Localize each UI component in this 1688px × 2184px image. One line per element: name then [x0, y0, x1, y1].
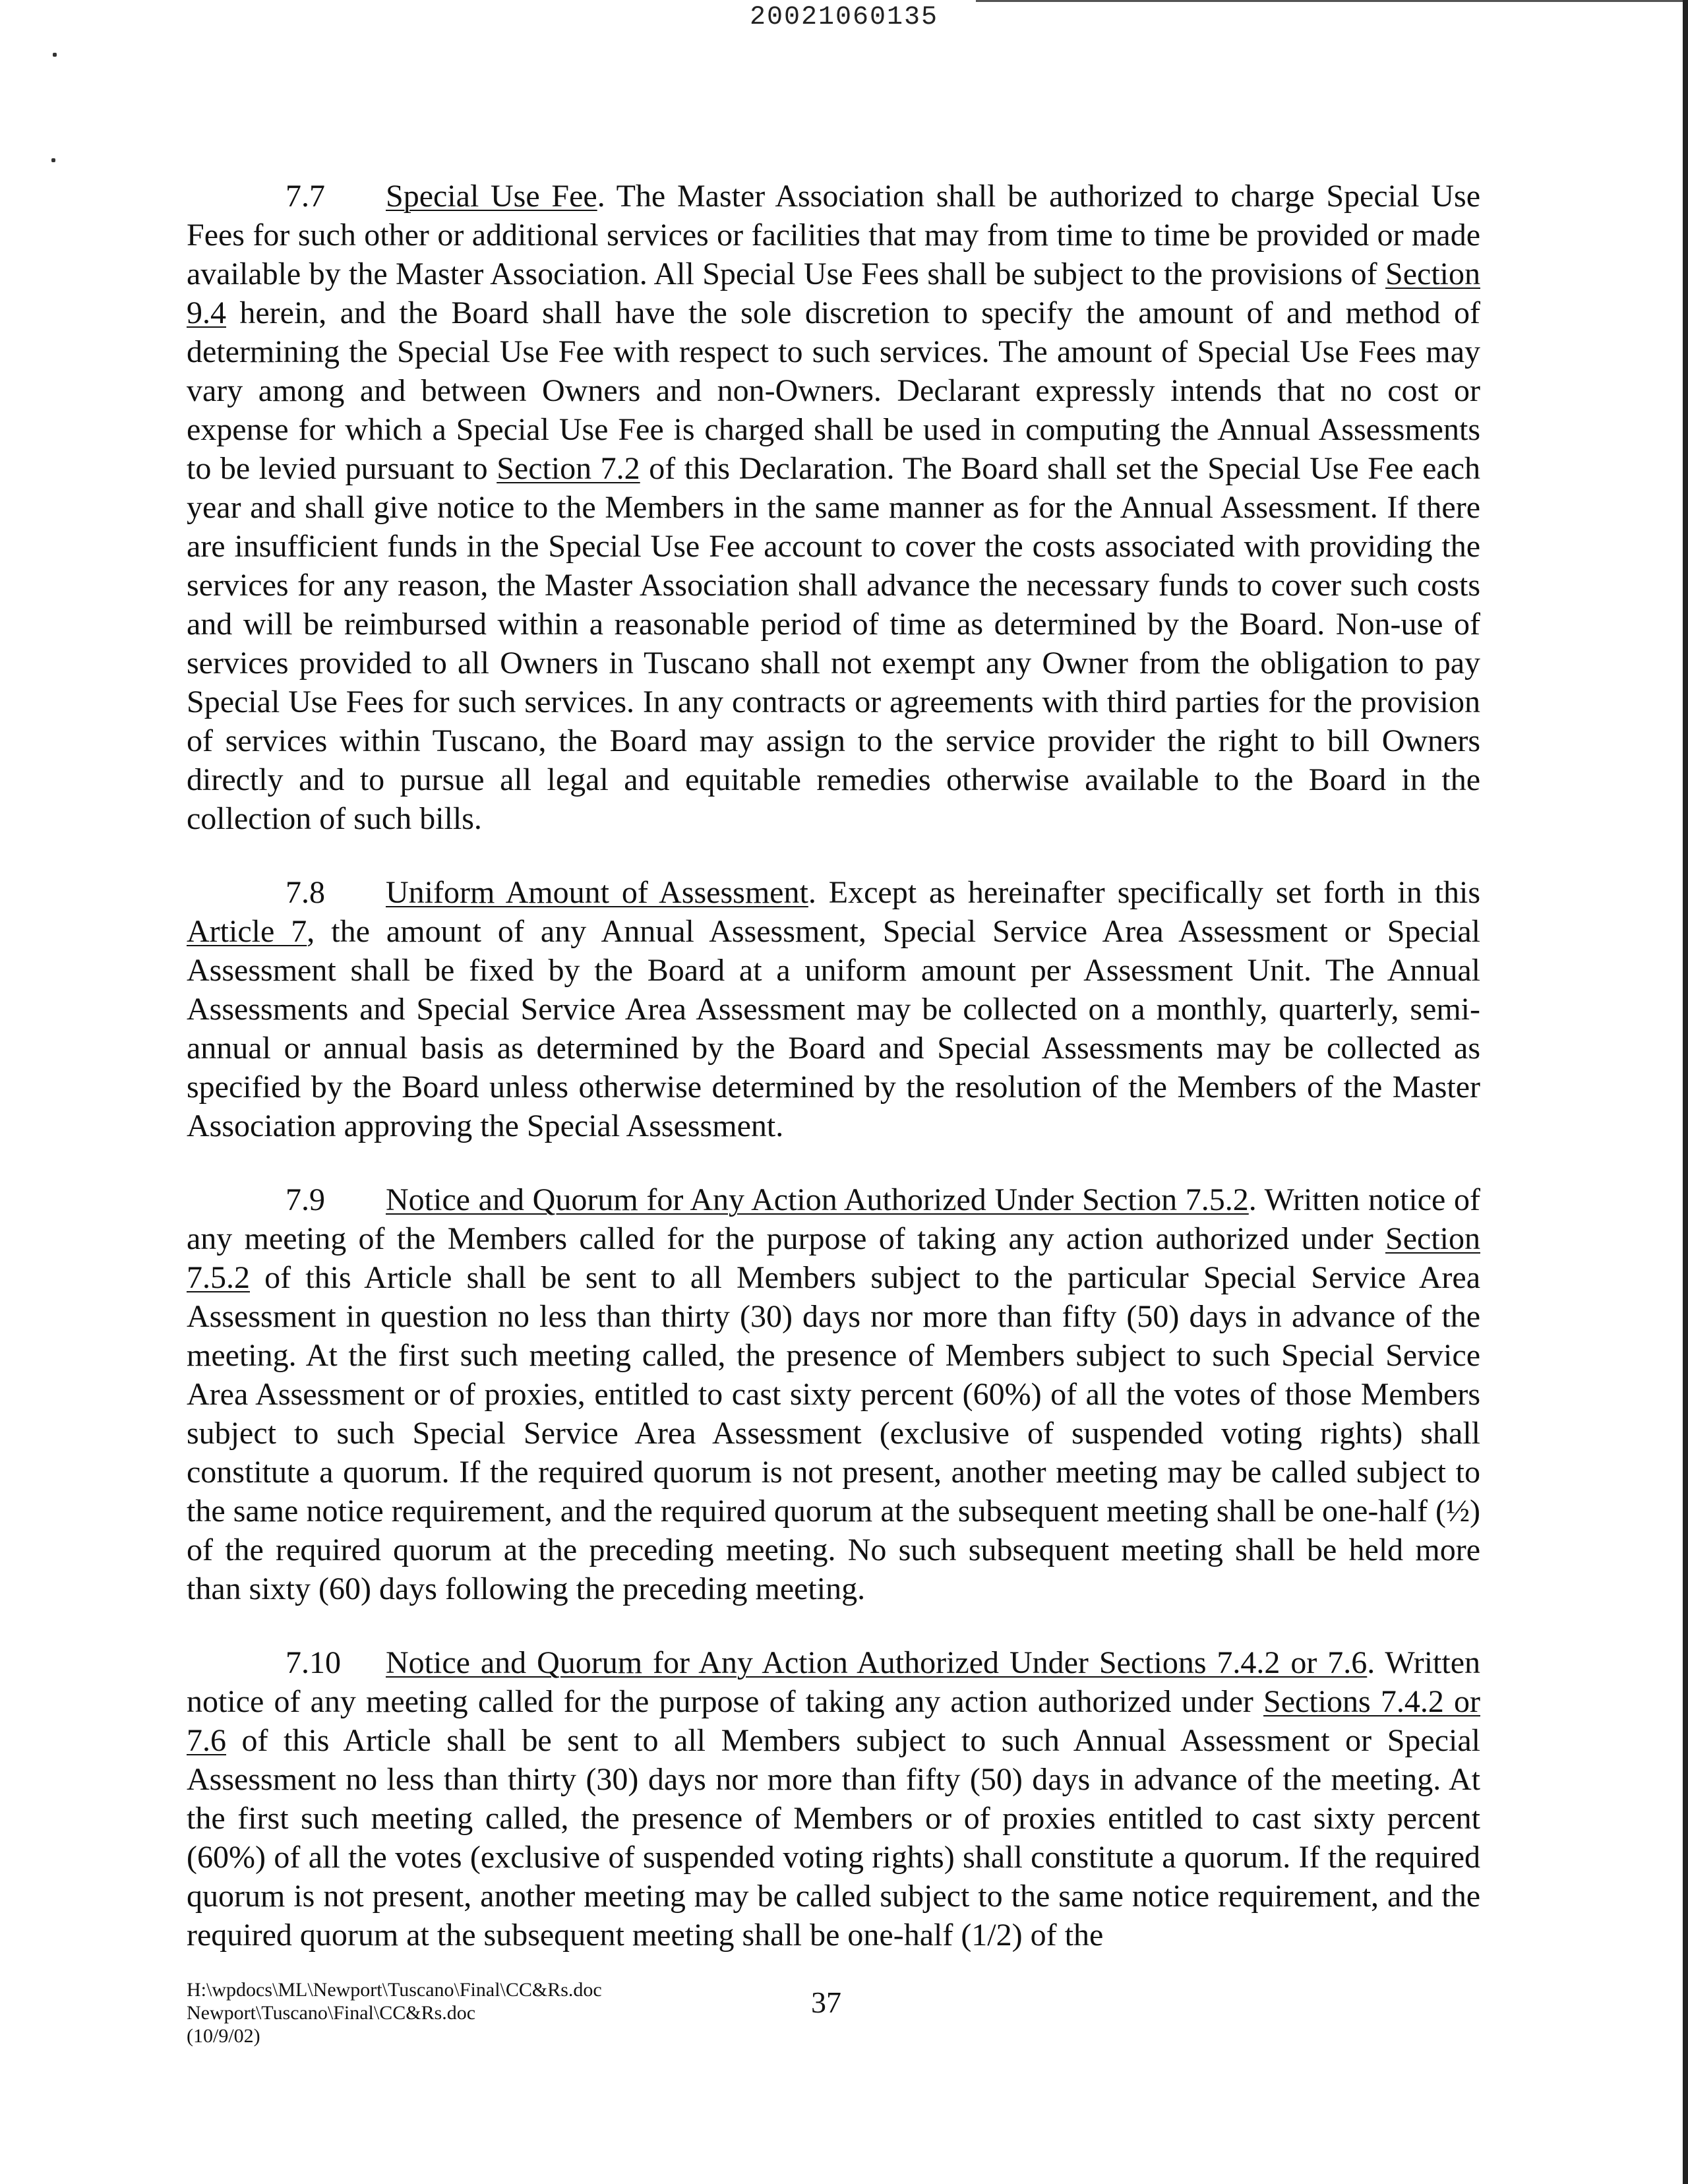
section-text: . Written notice of any meeting called for the purpose of taking any action authorized under	[187, 1645, 1481, 1719]
scan-speck	[53, 53, 57, 57]
footer-file-path: H:\wpdocs\ML\Newport\Tuscano\Final\CC&Rs.doc	[187, 1979, 602, 2001]
section-number: 7.9	[286, 1182, 325, 1217]
document-number: 20021060135	[749, 3, 939, 32]
section-heading: Notice and Quorum for Any Action Authorized Under Sections 7.4.2 or 7.6	[386, 1645, 1368, 1680]
section-number: 7.10	[286, 1645, 341, 1680]
section-text: of this Article shall be sent to all Members subject to such Annual Assessment or Special Assessment no less than thirty (30) days nor more than fifty (50) days in advance of the meeting. At the first such meeting called, the presence of Members or of proxies entitled to cast sixty percent (60%) of all the votes (exclusive of suspended voting rights) shall constitute a quorum. If the required quorum is not present, another meeting may be called subject to the same notice requirement, and the required quorum at the subsequent meeting shall be one-half (1/2) of the	[187, 1723, 1480, 1953]
section-number: 7.8	[286, 875, 325, 910]
section-text: herein, and the Board shall have the sole discretion to specify the amount of and method of determining the Special Use Fee with respect to such services. The amount of Special Use Fees may vary among and between Owners and non-Owners. Declarant expressly intends that no cost or expense for which a Special Use Fee is charged shall be used in computing the Annual Assessments to be levied pursuant to	[187, 295, 1480, 486]
section-text: , the amount of any Annual Assessment, Special Service Area Assessment or Special Assessment shall be fixed by the Board at a uniform amount per Assessment Unit. The Annual Assessments and Special Service Area Assessment may be collected on a monthly, quarterly, semi-annual or annual basis as determined by the Board and Special Assessments may be collected as specified by the Board unless otherwise determined by the resolution of the Members of the Master Association approving the Special Assessment.	[187, 914, 1481, 1143]
section-number: 7.7	[286, 179, 325, 214]
section-heading: Uniform Amount of Assessment	[386, 875, 808, 910]
cross-reference: Article 7	[187, 914, 307, 949]
scan-speck	[51, 158, 55, 162]
cross-reference: Sections 7.4.2 or 7.6	[187, 1684, 1480, 1758]
section-7-9	[187, 1180, 1480, 1608]
section-heading: Special Use Fee	[386, 179, 597, 214]
cross-reference: Section 9.4	[187, 257, 1480, 330]
section-heading: Notice and Quorum for Any Action Authorized Under Section 7.5.2	[386, 1182, 1249, 1217]
section-text: of this Declaration. The Board shall set the Special Use Fee each year and shall give notice to the Members in the same manner as for the Annual Assessment. If there are insufficient funds in the Special Use Fee account to cover the costs associated with providing the services for any reason, the Master Association shall advance the necessary funds to cover such costs and will be reimbursed within a reasonable period of time as determined by the Board. Non-use of services provided to all Owners in Tuscano shall not exempt any Owner from the obligation to pay Special Use Fees for such services. In any contracts or agreements with third parties for the provision of services within Tuscano, the Board may assign to the service provider the right to bill Owners directly and to pursue all legal and equitable remedies otherwise available to the Board in the collection of such bills.	[187, 451, 1480, 836]
cross-reference: Section 7.5.2	[187, 1221, 1480, 1295]
cross-reference: Section 7.2	[497, 451, 640, 486]
footer-date: (10/9/02)	[187, 2025, 260, 2047]
section-7-8	[187, 873, 1480, 1145]
footer-file-path-short: Newport\Tuscano\Final\CC&Rs.doc	[187, 2002, 476, 2024]
section-text: . The Master Association shall be authorized to charge Special Use Fees for such other or additional services or facilities that may from time to time be provided or made available by the Master Association. All Special Use Fees shall be subject to the provisions of	[187, 179, 1480, 291]
scan-right-border	[1683, 0, 1688, 2184]
section-7-10	[187, 1643, 1480, 1955]
scan-top-rule	[976, 0, 1688, 2]
section-text: of this Article shall be sent to all Members subject to the particular Special Service Area Assessment in question no less than thirty (30) days nor more than fifty (50) days in advance of the meeting. At the first such meeting called, the presence of Members subject to such Special Service Area Assessment or of proxies, entitled to cast sixty percent (60%) of all the votes of those Members subject to such Special Service Area Assessment (exclusive of suspended voting rights) shall constitute a quorum. If the required quorum is not present, another meeting may be called subject to the same notice requirement, and the required quorum at the subsequent meeting shall be one-half (½) of the required quorum at the preceding meeting. No such subsequent meeting shall be held more than sixty (60) days following the preceding meeting.	[187, 1260, 1480, 1606]
section-text: . Except as hereinafter specifically set forth in this	[808, 875, 1480, 910]
section-7-7	[187, 177, 1480, 838]
section-text: . Written notice of any meeting of the Members called for the purpose of taking any action authorized under	[187, 1182, 1481, 1256]
document-body	[187, 177, 1480, 1989]
page-number: 37	[811, 1986, 841, 2019]
